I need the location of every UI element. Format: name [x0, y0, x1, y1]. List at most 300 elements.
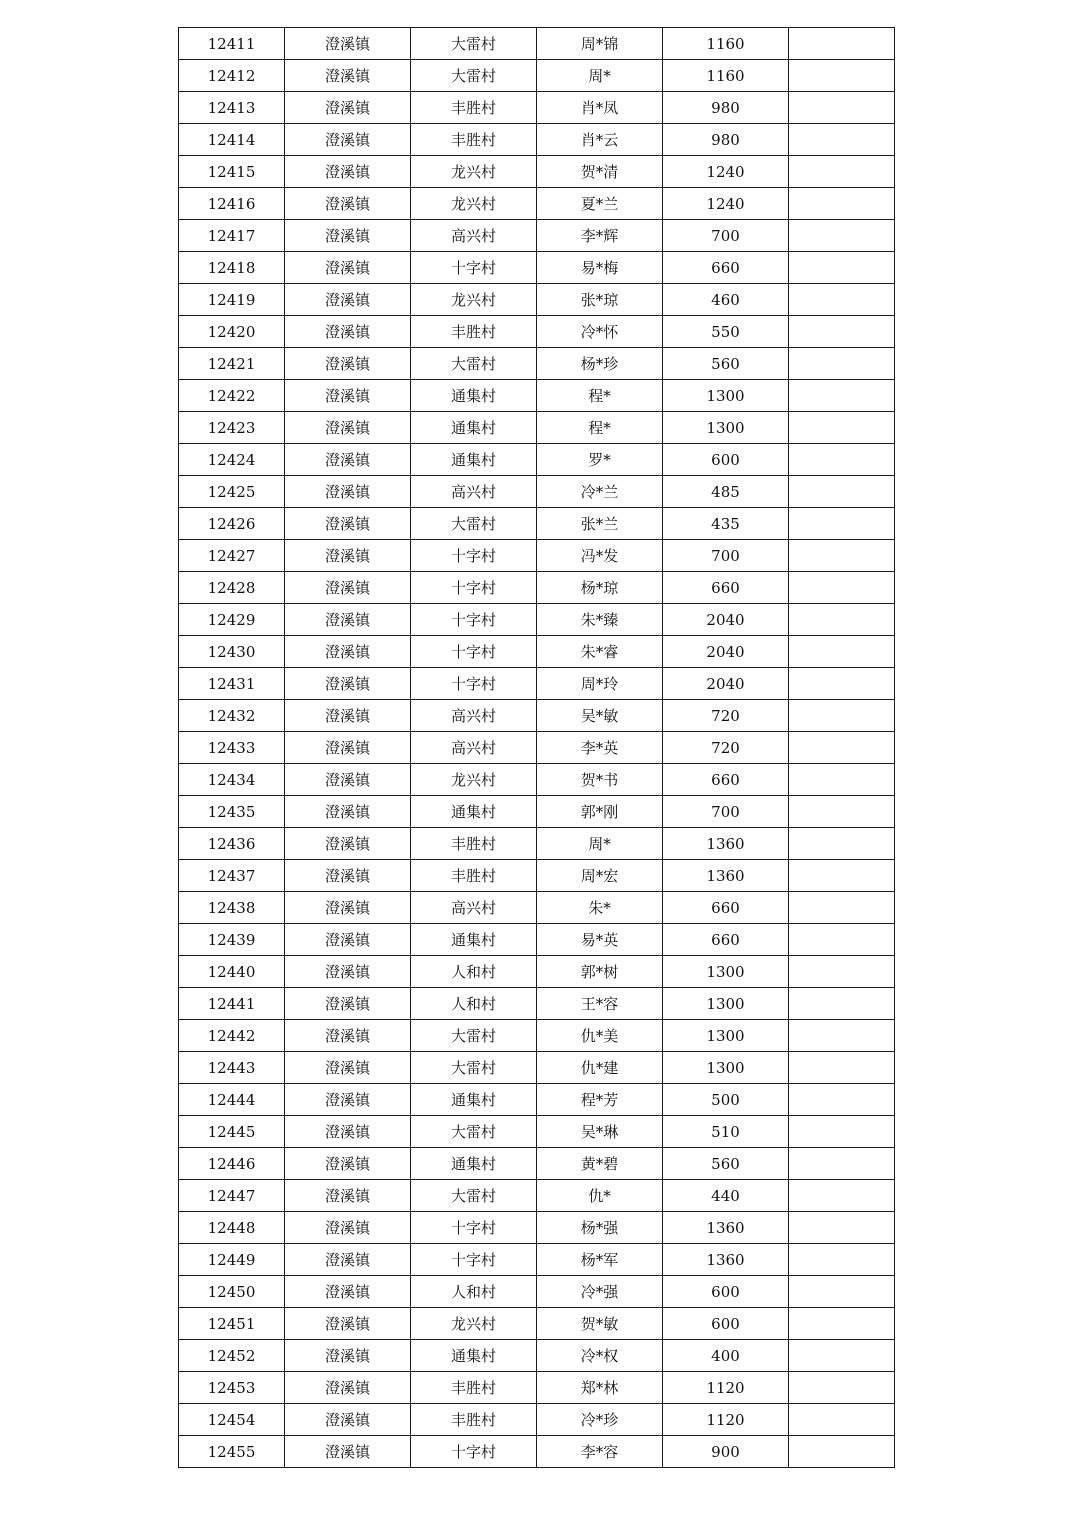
record-number-cell: 12455	[179, 1436, 285, 1468]
table-row	[179, 1052, 895, 1084]
record-number-cell: 12439	[179, 924, 285, 956]
name-cell: 贺*书	[537, 764, 663, 796]
record-number-cell: 12432	[179, 700, 285, 732]
name-cell: 易*英	[537, 924, 663, 956]
record-number-cell: 12445	[179, 1116, 285, 1148]
village-cell: 丰胜村	[411, 1404, 537, 1436]
name-cell: 程*	[537, 412, 663, 444]
town-cell: 澄溪镇	[285, 28, 411, 60]
town-cell: 澄溪镇	[285, 540, 411, 572]
record-number-cell: 12444	[179, 1084, 285, 1116]
amount-cell: 1300	[663, 412, 789, 444]
remark-cell	[789, 92, 895, 124]
town-cell: 澄溪镇	[285, 1212, 411, 1244]
name-cell: 杨*军	[537, 1244, 663, 1276]
amount-cell: 1240	[663, 156, 789, 188]
table-row	[179, 1180, 895, 1212]
town-cell: 澄溪镇	[285, 700, 411, 732]
table-row	[179, 988, 895, 1020]
town-cell: 澄溪镇	[285, 1308, 411, 1340]
amount-cell: 720	[663, 732, 789, 764]
town-cell: 澄溪镇	[285, 924, 411, 956]
name-cell: 肖*云	[537, 124, 663, 156]
table-row	[179, 316, 895, 348]
remark-cell	[789, 124, 895, 156]
remark-cell	[789, 284, 895, 316]
record-number-cell: 12416	[179, 188, 285, 220]
name-cell: 冯*发	[537, 540, 663, 572]
remark-cell	[789, 1244, 895, 1276]
name-cell: 贺*敏	[537, 1308, 663, 1340]
table-row	[179, 380, 895, 412]
table-row	[179, 508, 895, 540]
amount-cell: 1160	[663, 60, 789, 92]
table-row	[179, 412, 895, 444]
name-cell: 易*梅	[537, 252, 663, 284]
village-cell: 十字村	[411, 1436, 537, 1468]
amount-cell: 1300	[663, 1020, 789, 1052]
name-cell: 李*英	[537, 732, 663, 764]
record-number-cell: 12447	[179, 1180, 285, 1212]
town-cell: 澄溪镇	[285, 316, 411, 348]
village-cell: 十字村	[411, 540, 537, 572]
village-cell: 龙兴村	[411, 188, 537, 220]
table-row	[179, 956, 895, 988]
name-cell: 杨*琼	[537, 572, 663, 604]
name-cell: 郭*刚	[537, 796, 663, 828]
name-cell: 郑*林	[537, 1372, 663, 1404]
village-cell: 丰胜村	[411, 92, 537, 124]
remark-cell	[789, 348, 895, 380]
amount-cell: 400	[663, 1340, 789, 1372]
village-cell: 丰胜村	[411, 124, 537, 156]
town-cell: 澄溪镇	[285, 252, 411, 284]
amount-cell: 700	[663, 796, 789, 828]
remark-cell	[789, 444, 895, 476]
remark-cell	[789, 412, 895, 444]
village-cell: 通集村	[411, 796, 537, 828]
amount-cell: 2040	[663, 668, 789, 700]
record-number-cell: 12446	[179, 1148, 285, 1180]
table-row	[179, 924, 895, 956]
remark-cell	[789, 540, 895, 572]
village-cell: 通集村	[411, 1084, 537, 1116]
table-row	[179, 572, 895, 604]
table-row	[179, 348, 895, 380]
village-cell: 十字村	[411, 1212, 537, 1244]
record-number-cell: 12433	[179, 732, 285, 764]
amount-cell: 560	[663, 1148, 789, 1180]
remark-cell	[789, 1148, 895, 1180]
name-cell: 朱*臻	[537, 604, 663, 636]
table-row	[179, 124, 895, 156]
record-number-cell: 12441	[179, 988, 285, 1020]
name-cell: 程*芳	[537, 1084, 663, 1116]
record-number-cell: 12437	[179, 860, 285, 892]
name-cell: 冷*怀	[537, 316, 663, 348]
town-cell: 澄溪镇	[285, 1404, 411, 1436]
table-row	[179, 284, 895, 316]
village-cell: 通集村	[411, 412, 537, 444]
remark-cell	[789, 156, 895, 188]
village-cell: 丰胜村	[411, 1372, 537, 1404]
village-cell: 通集村	[411, 924, 537, 956]
amount-cell: 1300	[663, 988, 789, 1020]
name-cell: 朱*	[537, 892, 663, 924]
town-cell: 澄溪镇	[285, 1084, 411, 1116]
village-cell: 十字村	[411, 1244, 537, 1276]
name-cell: 周*玲	[537, 668, 663, 700]
name-cell: 李*容	[537, 1436, 663, 1468]
table-row	[179, 732, 895, 764]
name-cell: 朱*睿	[537, 636, 663, 668]
record-number-cell: 12411	[179, 28, 285, 60]
town-cell: 澄溪镇	[285, 348, 411, 380]
town-cell: 澄溪镇	[285, 828, 411, 860]
amount-cell: 980	[663, 124, 789, 156]
town-cell: 澄溪镇	[285, 220, 411, 252]
record-number-cell: 12438	[179, 892, 285, 924]
table-row	[179, 92, 895, 124]
village-cell: 龙兴村	[411, 764, 537, 796]
record-number-cell: 12420	[179, 316, 285, 348]
name-cell: 仇*建	[537, 1052, 663, 1084]
village-cell: 高兴村	[411, 220, 537, 252]
table-row	[179, 1084, 895, 1116]
record-number-cell: 12418	[179, 252, 285, 284]
remark-cell	[789, 1308, 895, 1340]
remark-cell	[789, 988, 895, 1020]
record-number-cell: 12423	[179, 412, 285, 444]
amount-cell: 660	[663, 892, 789, 924]
record-number-cell: 12428	[179, 572, 285, 604]
town-cell: 澄溪镇	[285, 92, 411, 124]
name-cell: 肖*凤	[537, 92, 663, 124]
record-number-cell: 12413	[179, 92, 285, 124]
record-number-cell: 12448	[179, 1212, 285, 1244]
remark-cell	[789, 1436, 895, 1468]
table-row	[179, 1148, 895, 1180]
remark-cell	[789, 1180, 895, 1212]
name-cell: 李*辉	[537, 220, 663, 252]
village-cell: 十字村	[411, 668, 537, 700]
amount-cell: 460	[663, 284, 789, 316]
table-row	[179, 1308, 895, 1340]
table-row	[179, 892, 895, 924]
record-number-cell: 12434	[179, 764, 285, 796]
table-row	[179, 1276, 895, 1308]
name-cell: 冷*权	[537, 1340, 663, 1372]
remark-cell	[789, 1404, 895, 1436]
record-number-cell: 12417	[179, 220, 285, 252]
records-table	[178, 27, 895, 1468]
amount-cell: 550	[663, 316, 789, 348]
town-cell: 澄溪镇	[285, 1276, 411, 1308]
village-cell: 十字村	[411, 252, 537, 284]
town-cell: 澄溪镇	[285, 412, 411, 444]
name-cell: 郭*树	[537, 956, 663, 988]
amount-cell: 660	[663, 924, 789, 956]
village-cell: 龙兴村	[411, 284, 537, 316]
amount-cell: 510	[663, 1116, 789, 1148]
table-row	[179, 252, 895, 284]
name-cell: 程*	[537, 380, 663, 412]
record-number-cell: 12453	[179, 1372, 285, 1404]
name-cell: 王*容	[537, 988, 663, 1020]
remark-cell	[789, 1340, 895, 1372]
record-number-cell: 12426	[179, 508, 285, 540]
record-number-cell: 12425	[179, 476, 285, 508]
record-number-cell: 12454	[179, 1404, 285, 1436]
record-number-cell: 12443	[179, 1052, 285, 1084]
amount-cell: 440	[663, 1180, 789, 1212]
village-cell: 大雷村	[411, 28, 537, 60]
town-cell: 澄溪镇	[285, 508, 411, 540]
remark-cell	[789, 1052, 895, 1084]
record-number-cell: 12419	[179, 284, 285, 316]
town-cell: 澄溪镇	[285, 956, 411, 988]
amount-cell: 485	[663, 476, 789, 508]
remark-cell	[789, 1212, 895, 1244]
record-number-cell: 12435	[179, 796, 285, 828]
amount-cell: 980	[663, 92, 789, 124]
table-row	[179, 764, 895, 796]
table-row	[179, 1436, 895, 1468]
town-cell: 澄溪镇	[285, 444, 411, 476]
town-cell: 澄溪镇	[285, 668, 411, 700]
town-cell: 澄溪镇	[285, 124, 411, 156]
table-row	[179, 28, 895, 60]
town-cell: 澄溪镇	[285, 892, 411, 924]
town-cell: 澄溪镇	[285, 156, 411, 188]
village-cell: 通集村	[411, 1340, 537, 1372]
amount-cell: 500	[663, 1084, 789, 1116]
name-cell: 夏*兰	[537, 188, 663, 220]
remark-cell	[789, 1116, 895, 1148]
amount-cell: 1300	[663, 380, 789, 412]
remark-cell	[789, 316, 895, 348]
village-cell: 通集村	[411, 444, 537, 476]
village-cell: 通集村	[411, 380, 537, 412]
name-cell: 周*	[537, 60, 663, 92]
village-cell: 丰胜村	[411, 828, 537, 860]
name-cell: 杨*珍	[537, 348, 663, 380]
record-number-cell: 12442	[179, 1020, 285, 1052]
town-cell: 澄溪镇	[285, 860, 411, 892]
record-number-cell: 12412	[179, 60, 285, 92]
town-cell: 澄溪镇	[285, 732, 411, 764]
name-cell: 贺*清	[537, 156, 663, 188]
remark-cell	[789, 956, 895, 988]
village-cell: 丰胜村	[411, 316, 537, 348]
amount-cell: 660	[663, 764, 789, 796]
table-row	[179, 796, 895, 828]
table-row	[179, 828, 895, 860]
record-number-cell: 12450	[179, 1276, 285, 1308]
table-row	[179, 476, 895, 508]
name-cell: 仇*美	[537, 1020, 663, 1052]
record-number-cell: 12421	[179, 348, 285, 380]
town-cell: 澄溪镇	[285, 572, 411, 604]
town-cell: 澄溪镇	[285, 1148, 411, 1180]
amount-cell: 2040	[663, 604, 789, 636]
records-table-body	[179, 28, 895, 1468]
table-row	[179, 1116, 895, 1148]
village-cell: 大雷村	[411, 1020, 537, 1052]
town-cell: 澄溪镇	[285, 1436, 411, 1468]
amount-cell: 1160	[663, 28, 789, 60]
town-cell: 澄溪镇	[285, 1244, 411, 1276]
village-cell: 大雷村	[411, 1116, 537, 1148]
town-cell: 澄溪镇	[285, 988, 411, 1020]
record-number-cell: 12449	[179, 1244, 285, 1276]
village-cell: 大雷村	[411, 1052, 537, 1084]
remark-cell	[789, 828, 895, 860]
town-cell: 澄溪镇	[285, 1180, 411, 1212]
amount-cell: 700	[663, 220, 789, 252]
town-cell: 澄溪镇	[285, 188, 411, 220]
record-number-cell: 12427	[179, 540, 285, 572]
town-cell: 澄溪镇	[285, 1020, 411, 1052]
record-number-cell: 12436	[179, 828, 285, 860]
village-cell: 十字村	[411, 636, 537, 668]
town-cell: 澄溪镇	[285, 476, 411, 508]
remark-cell	[789, 732, 895, 764]
record-number-cell: 12414	[179, 124, 285, 156]
amount-cell: 1120	[663, 1404, 789, 1436]
table-row	[179, 60, 895, 92]
remark-cell	[789, 188, 895, 220]
table-row	[179, 540, 895, 572]
amount-cell: 900	[663, 1436, 789, 1468]
village-cell: 龙兴村	[411, 1308, 537, 1340]
record-number-cell: 12424	[179, 444, 285, 476]
village-cell: 人和村	[411, 1276, 537, 1308]
remark-cell	[789, 668, 895, 700]
table-row	[179, 1372, 895, 1404]
table-row	[179, 1212, 895, 1244]
town-cell: 澄溪镇	[285, 1052, 411, 1084]
town-cell: 澄溪镇	[285, 1372, 411, 1404]
remark-cell	[789, 892, 895, 924]
name-cell: 张*兰	[537, 508, 663, 540]
remark-cell	[789, 1372, 895, 1404]
table-row	[179, 668, 895, 700]
amount-cell: 700	[663, 540, 789, 572]
town-cell: 澄溪镇	[285, 1340, 411, 1372]
remark-cell	[789, 764, 895, 796]
town-cell: 澄溪镇	[285, 60, 411, 92]
amount-cell: 1300	[663, 956, 789, 988]
name-cell: 周*宏	[537, 860, 663, 892]
amount-cell: 1360	[663, 1244, 789, 1276]
town-cell: 澄溪镇	[285, 284, 411, 316]
remark-cell	[789, 1276, 895, 1308]
remark-cell	[789, 860, 895, 892]
table-row	[179, 604, 895, 636]
town-cell: 澄溪镇	[285, 796, 411, 828]
village-cell: 大雷村	[411, 60, 537, 92]
town-cell: 澄溪镇	[285, 764, 411, 796]
village-cell: 十字村	[411, 604, 537, 636]
village-cell: 高兴村	[411, 476, 537, 508]
name-cell: 吴*敏	[537, 700, 663, 732]
village-cell: 高兴村	[411, 700, 537, 732]
amount-cell: 1240	[663, 188, 789, 220]
village-cell: 大雷村	[411, 348, 537, 380]
table-row	[179, 156, 895, 188]
amount-cell: 435	[663, 508, 789, 540]
table-row	[179, 188, 895, 220]
town-cell: 澄溪镇	[285, 604, 411, 636]
record-number-cell: 12452	[179, 1340, 285, 1372]
record-number-cell: 12422	[179, 380, 285, 412]
amount-cell: 1360	[663, 1212, 789, 1244]
remark-cell	[789, 924, 895, 956]
town-cell: 澄溪镇	[285, 380, 411, 412]
record-number-cell: 12440	[179, 956, 285, 988]
name-cell: 冷*强	[537, 1276, 663, 1308]
amount-cell: 560	[663, 348, 789, 380]
village-cell: 大雷村	[411, 508, 537, 540]
name-cell: 周*	[537, 828, 663, 860]
village-cell: 高兴村	[411, 892, 537, 924]
record-number-cell: 12451	[179, 1308, 285, 1340]
name-cell: 张*琼	[537, 284, 663, 316]
amount-cell: 720	[663, 700, 789, 732]
name-cell: 周*锦	[537, 28, 663, 60]
name-cell: 仇*	[537, 1180, 663, 1212]
village-cell: 龙兴村	[411, 156, 537, 188]
remark-cell	[789, 220, 895, 252]
remark-cell	[789, 604, 895, 636]
name-cell: 黄*碧	[537, 1148, 663, 1180]
remark-cell	[789, 252, 895, 284]
remark-cell	[789, 572, 895, 604]
remark-cell	[789, 796, 895, 828]
amount-cell: 1360	[663, 828, 789, 860]
amount-cell: 600	[663, 1276, 789, 1308]
amount-cell: 1360	[663, 860, 789, 892]
town-cell: 澄溪镇	[285, 1116, 411, 1148]
remark-cell	[789, 28, 895, 60]
amount-cell: 1120	[663, 1372, 789, 1404]
town-cell: 澄溪镇	[285, 636, 411, 668]
village-cell: 人和村	[411, 988, 537, 1020]
village-cell: 大雷村	[411, 1180, 537, 1212]
record-number-cell: 12429	[179, 604, 285, 636]
village-cell: 通集村	[411, 1148, 537, 1180]
table-row	[179, 700, 895, 732]
village-cell: 丰胜村	[411, 860, 537, 892]
village-cell: 高兴村	[411, 732, 537, 764]
table-row	[179, 860, 895, 892]
remark-cell	[789, 1020, 895, 1052]
table-row	[179, 1244, 895, 1276]
remark-cell	[789, 380, 895, 412]
name-cell: 冷*兰	[537, 476, 663, 508]
table-row	[179, 1340, 895, 1372]
amount-cell: 660	[663, 572, 789, 604]
amount-cell: 600	[663, 1308, 789, 1340]
name-cell: 罗*	[537, 444, 663, 476]
remark-cell	[789, 508, 895, 540]
table-row	[179, 444, 895, 476]
village-cell: 人和村	[411, 956, 537, 988]
table-row	[179, 636, 895, 668]
table-row	[179, 1404, 895, 1436]
remark-cell	[789, 700, 895, 732]
